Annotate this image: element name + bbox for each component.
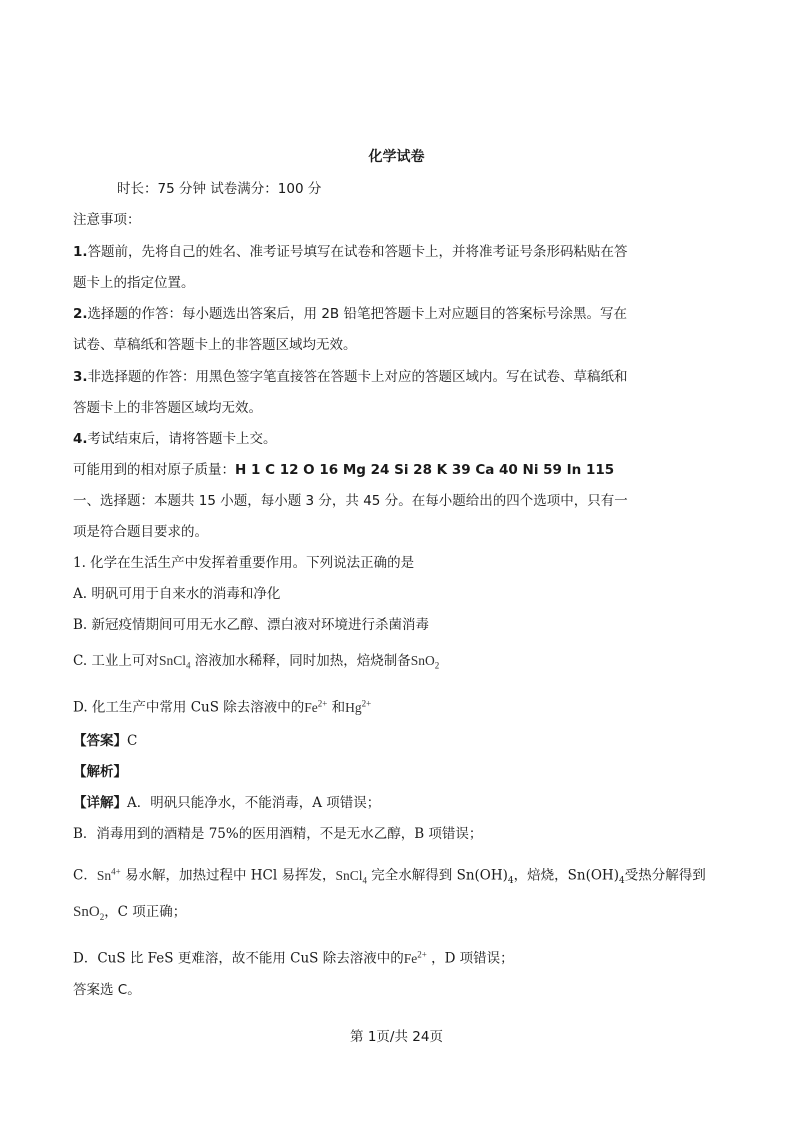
formula-sno2: SnO$_2$ — [73, 904, 105, 922]
option-d: D. 化工生产中常用 CuS 除去溶液中的$Fe^{2+}$ 和$Hg^{2+}$ — [73, 698, 372, 716]
note-2-line-2: 试卷、草稿纸和答题卡上的非答题区域均无效。 — [73, 337, 357, 353]
formula-sncl4: SnCl$_4$ — [158, 653, 191, 671]
page-title: 化学试卷 — [368, 149, 425, 165]
atomic-mass-line: 可能用到的相对原子质量：H 1 C 12 O 16 Mg 24 Si 28 K 39 Ca 40 Ni 59 In 115 — [73, 462, 615, 478]
formula-hg2: $Hg^{2+}$ — [345, 698, 372, 715]
formula-sn4: $Sn^{4+}$ — [96, 866, 121, 883]
conclusion: 答案选 C。 — [73, 982, 141, 998]
detail-b: B．消毒用到的酒精是 75%的医用酒精，不是无水乙醇，B 项错误； — [73, 826, 483, 842]
question-1: 1. 化学在生活生产中发挥着重要作用。下列说法正确的是 — [73, 555, 415, 571]
note-3-line-2: 答题卡上的非答题区域均无效。 — [73, 400, 262, 416]
detail-c-continued: SnO$_2$，C 项正确； — [73, 904, 187, 922]
section-heading-line-2: 项是符合题目要求的。 — [73, 524, 208, 540]
formula-fe2: $Fe^{2+}$ — [304, 698, 328, 715]
exam-info: 时长：75 分钟 试卷满分：100 分 — [117, 181, 322, 197]
detail-c: C．$Sn^{4+}$ 易水解，加热过程中 HCl 易挥发，SnCl$_4$ 完全水解得到 $Sn(OH)_4$，焙烧，$Sn(OH)_4$受热分解得到 — [73, 866, 706, 887]
page-footer: 第 1页/共 24页 — [350, 1029, 443, 1045]
formula-sno2: SnO$_2$ — [410, 653, 440, 671]
note-2-line-1: 2.选择题的作答：每小题选出答案后，用 2B 铅笔把答题卡上对应题目的答案标号涂黑。写在 — [73, 306, 627, 322]
option-b: B. 新冠疫情期间可用无水乙醇、漂白液对环境进行杀菌消毒 — [73, 617, 430, 633]
formula-fe2: $Fe^{2+}$ — [403, 949, 427, 966]
notes-header: 注意事项： — [73, 212, 141, 228]
detail-a: 【详解】A．明矾只能净水，不能消毒，A 项错误； — [73, 795, 381, 811]
answer-line: 【答案】C — [73, 733, 138, 749]
option-c: C. 工业上可对SnCl$_4$ 溶液加水稀释，同时加热，焙烧制备SnO$_2$ — [73, 653, 440, 671]
note-3-line-1: 3.非选择题的作答：用黑色签字笔直接答在答题卡上对应的答题区域内。写在试卷、草稿纸和 — [73, 369, 628, 385]
option-a: A. 明矾可用于自来水的消毒和净化 — [73, 586, 281, 602]
section-heading-line-1: 一、选择题：本题共 15 小题，每小题 3 分，共 45 分。在每小题给出的四个选项中，只有一 — [73, 493, 628, 509]
note-1-line-2: 题卡上的指定位置。 — [73, 275, 195, 291]
analysis-label: 【解析】 — [73, 764, 127, 780]
formula-sncl4: SnCl$_4$ — [335, 867, 367, 886]
detail-d: D．CuS 比 FeS 更难溶，故不能用 CuS 除去溶液中的$Fe^{2+}$ ，D 项错误； — [73, 949, 514, 967]
note-1-line-1: 1.答题前，先将自己的姓名、准考证号填写在试卷和答题卡上，并将准考证号条形码粘贴在答 — [73, 244, 628, 260]
note-4: 4.考试结束后，请将答题卡上交。 — [73, 431, 277, 447]
